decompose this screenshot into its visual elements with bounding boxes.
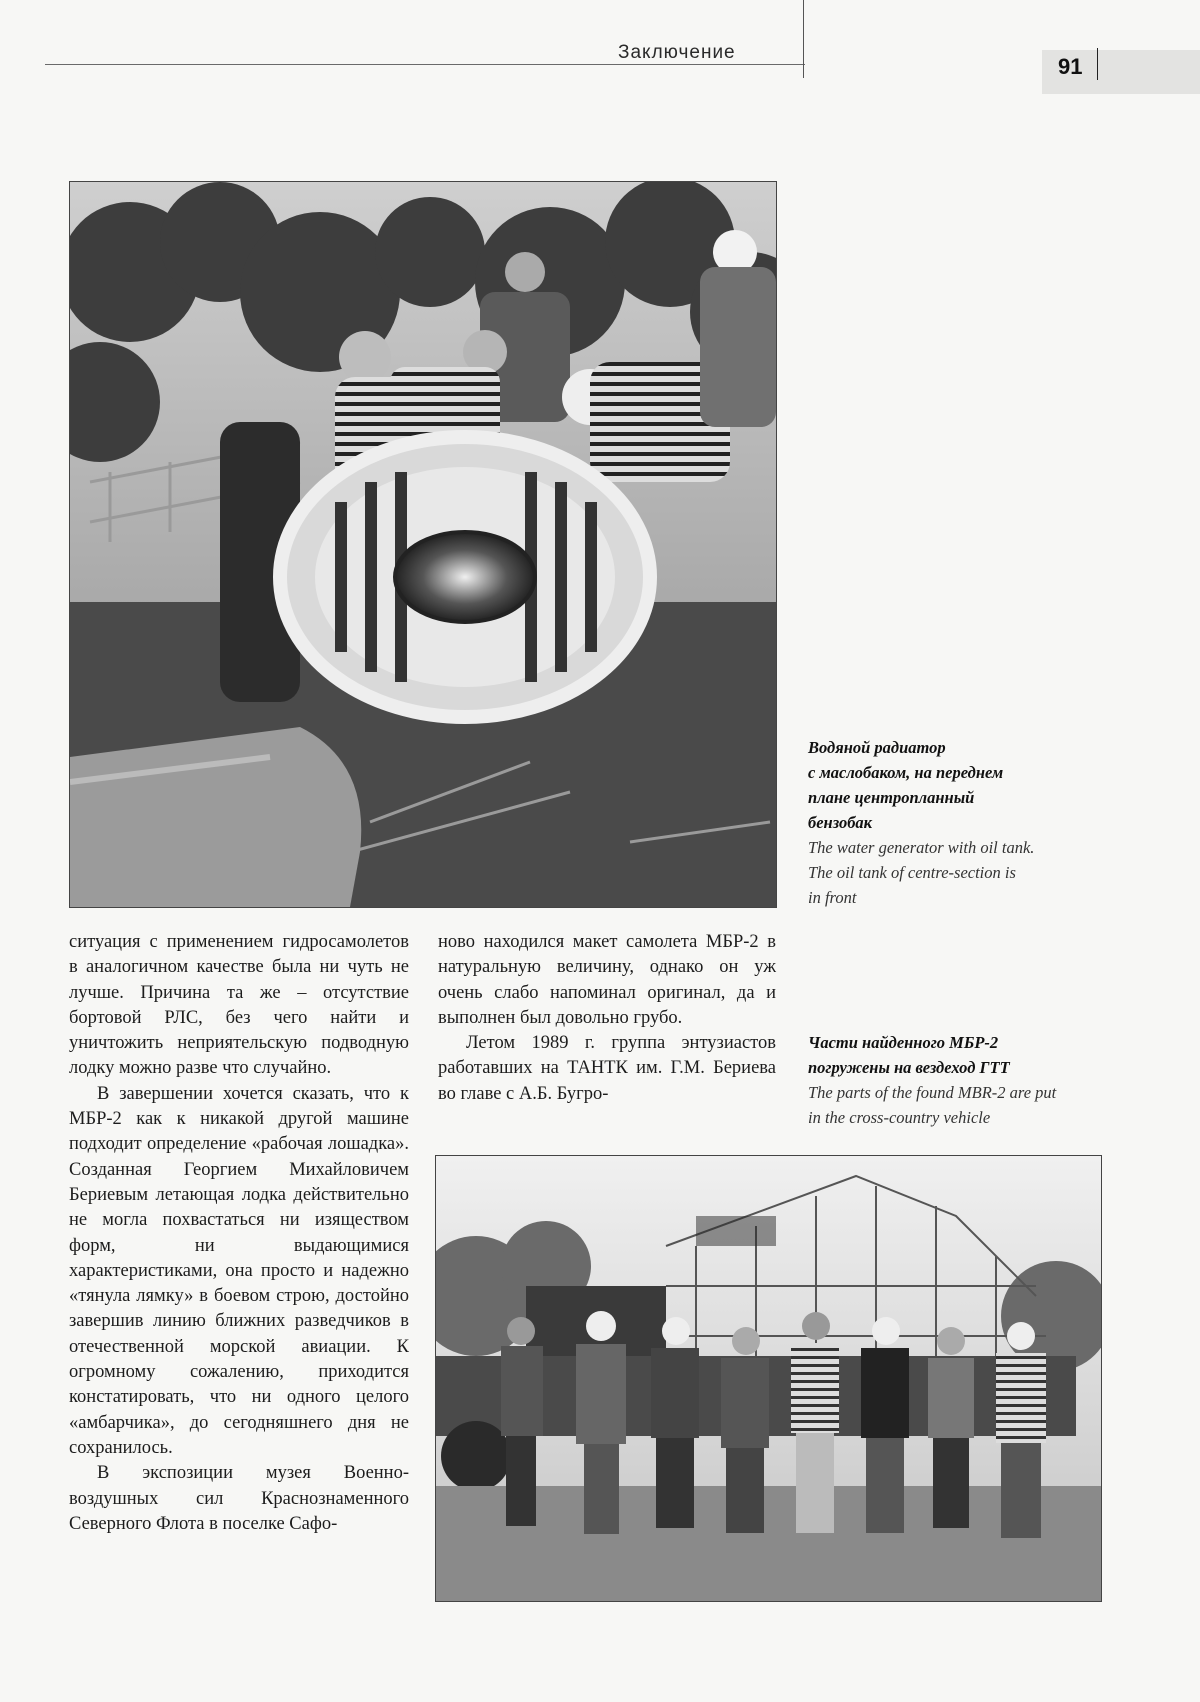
paragraph: Летом 1989 г. группа энтузиастов работавших на ТАНТК им. Г.М. Бериева во главе с А.Б. Бугро- [438,1033,776,1104]
caption-radiator [808,735,1108,910]
header-divider [803,0,804,78]
caption-en-line: in the cross-country vehicle [808,1108,991,1127]
caption-ru-line: Водяной радиатор [808,738,946,757]
photo-radiator [69,181,777,908]
caption-en-line: The water generator with oil tank. [808,838,1035,857]
caption-ru-line: погружены на вездеход ГТТ [808,1058,1010,1077]
page-number-divider [1097,48,1098,80]
caption-en-line: The parts of the found MBR-2 are put [808,1083,1057,1102]
paragraph: В завершении хочется сказать, что к МБР-2 как к никакой другой машине подходит определение «рабочая лошадка». Созданная Георгием Михайловичем Бериевым летающая лодка действительно не могла похвастаться ни изяществом форм, ни выдающимися характеристиками, она просто и надежно «тянула лямку» в боевом строю, достойно завершив линию ближних разведчиков в отечественной морской авиации. К огромному сожалению, приходится констатировать, что ни одного целого «амбарчика», до сегодняшнего дня не сохранилось. [69,1083,409,1458]
page-number: 91 [1058,54,1083,79]
caption-en-line: The oil tank of centre-section is [808,863,1016,882]
caption-ru-line: с маслобаком, на переднем [808,763,1004,782]
body-column-right [438,930,776,1107]
caption-ru-line: Части найденного МБР-2 [808,1033,999,1052]
body-column-left [69,930,409,1537]
caption-en-line: in front [808,888,857,907]
running-head: Заключение [618,42,740,64]
photo-group-vehicle-icon [436,1156,1101,1601]
photo-vehicle [435,1155,1102,1602]
caption-ru-line: бензобак [808,813,873,832]
header-rule [45,64,805,65]
paragraph: ново находился макет самолета МБР-2 в натуральную величину, однако он уж очень слабо напоминал оригинал, да и выполнен был довольно грубо. [438,932,776,1028]
caption-vehicle [808,1030,1108,1130]
photo-radiator-wreckage-icon [70,182,776,907]
caption-ru-line: плане центропланный [808,788,975,807]
paragraph: В экспозиции музея Военно-воздушных сил Краснознаменного Северного Флота в поселке Сафо- [69,1463,409,1534]
paragraph: ситуация с применением гидросамолетов в аналогичном качестве была ни чуть не лучше. Причина та же – отсутствие бортовой РЛС, без чего найти и уничтожить неприятельскую подводную лодку можно разве что случайно. [69,932,409,1079]
